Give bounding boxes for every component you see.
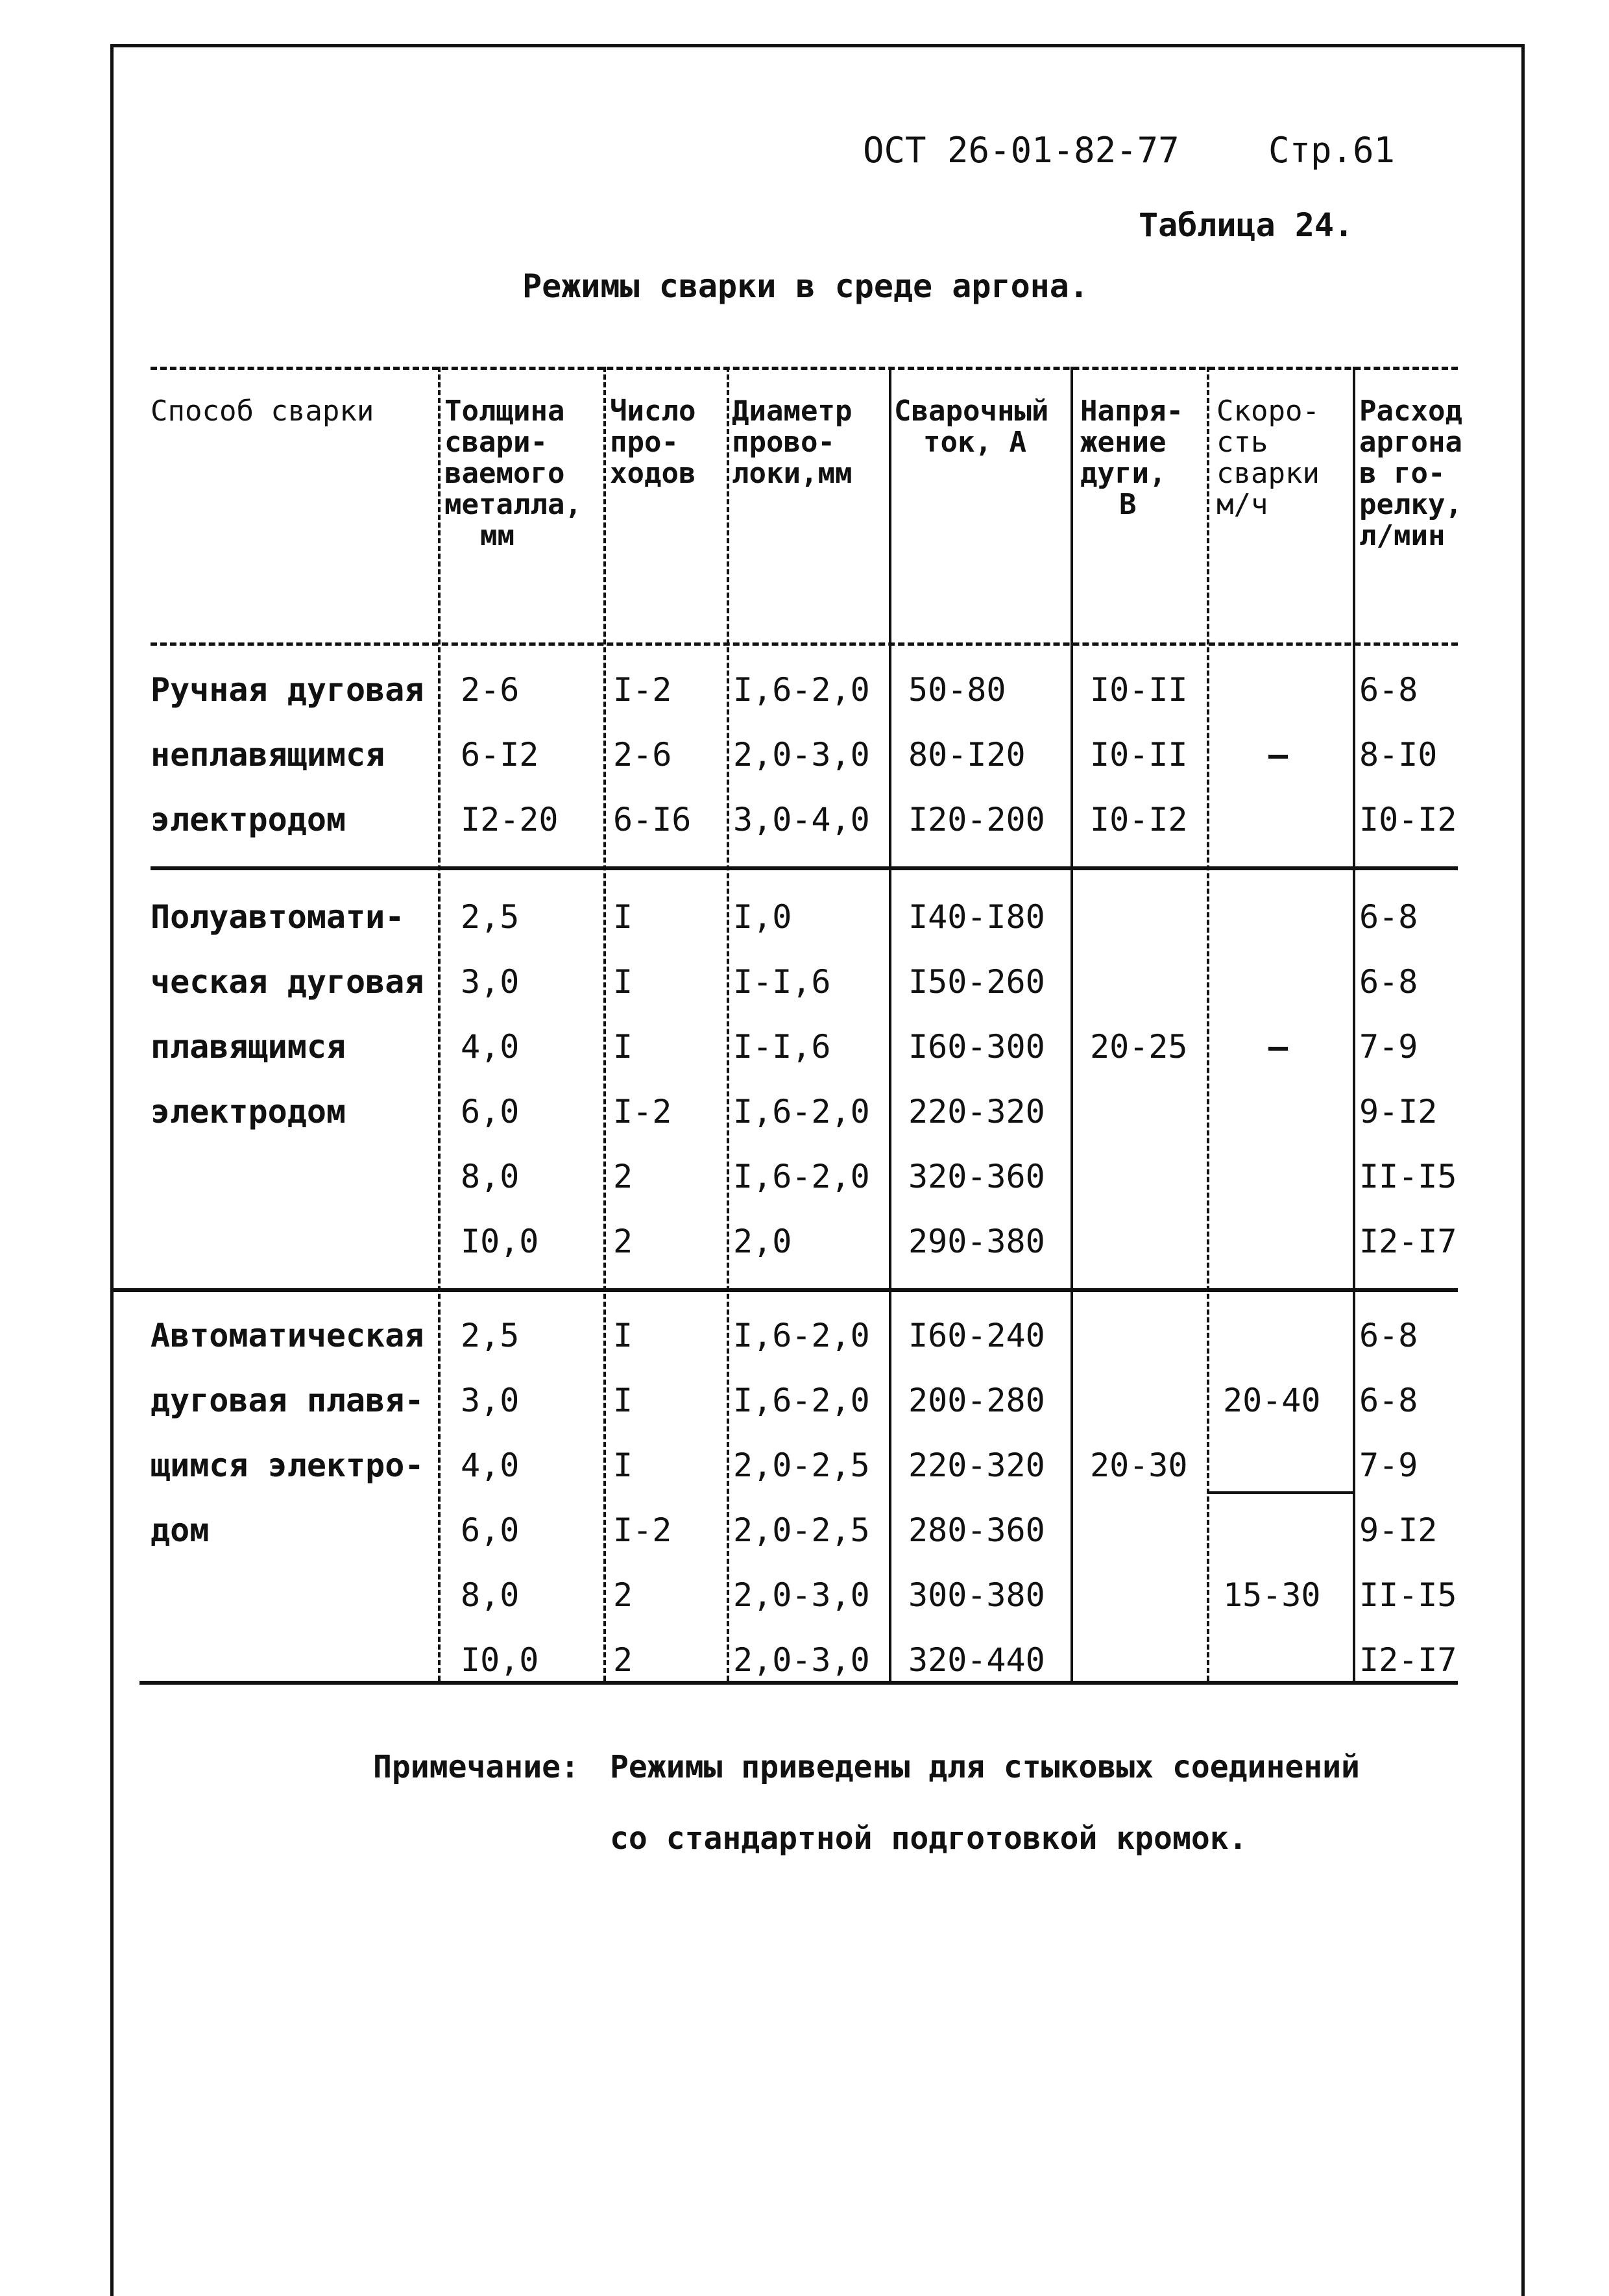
argon-value: 9-I2	[1359, 1511, 1438, 1549]
group-divider-1	[151, 866, 1458, 870]
passes-value: 2	[613, 1576, 633, 1614]
group-divider-2	[110, 1288, 1458, 1292]
diameter-value: I-I,6	[733, 1028, 831, 1066]
table-number: Таблица 24.	[1139, 206, 1354, 244]
diameter-value: I,6-2,0	[733, 1158, 870, 1195]
passes-value: 2	[613, 1223, 633, 1260]
current-value: 220-320	[908, 1093, 1045, 1130]
argon-value: 6-8	[1359, 898, 1418, 936]
current-value: I50-260	[908, 963, 1045, 1001]
diameter-value: 2,0-2,5	[733, 1447, 870, 1484]
argon-value: 7-9	[1359, 1447, 1418, 1484]
document-number: ОСТ 26-01-82-77	[863, 130, 1180, 171]
current-value: 290-380	[908, 1223, 1045, 1260]
argon-value: II-I5	[1359, 1158, 1457, 1195]
method-label: неплавящимся	[151, 736, 385, 774]
thickness-value: 3,0	[461, 963, 520, 1001]
passes-value: I	[613, 1317, 633, 1354]
diameter-value: I,6-2,0	[733, 1382, 870, 1419]
page-number: Стр.61	[1268, 130, 1396, 171]
note-text: Режимы приведены для стыковых соединений	[610, 1749, 1360, 1785]
col-header-diameter: Диаметр прово- локи,мм	[732, 395, 853, 490]
method-label: Полуавтомати-	[151, 898, 405, 936]
table-caption: Режимы сварки в среде аргона.	[522, 267, 1089, 305]
table-top-rule	[151, 367, 1458, 370]
diameter-value: 2,0-3,0	[733, 1576, 870, 1614]
passes-value: I	[613, 963, 633, 1001]
thickness-value: 6,0	[461, 1093, 520, 1130]
thickness-value: 8,0	[461, 1158, 520, 1195]
current-value: I20-200	[908, 801, 1045, 838]
method-label: дом	[151, 1511, 210, 1549]
method-label: плавящимся	[151, 1028, 346, 1066]
col-sep-1	[438, 367, 441, 1681]
argon-value: 6-8	[1359, 1382, 1418, 1419]
thickness-value: 8,0	[461, 1576, 520, 1614]
speed-cell-rule	[1208, 1491, 1353, 1494]
current-value: I60-240	[908, 1317, 1045, 1354]
speed-value: 15-30	[1223, 1576, 1321, 1614]
passes-value: 2	[613, 1158, 633, 1195]
header-bottom-rule	[151, 642, 1458, 646]
current-value: 320-360	[908, 1158, 1045, 1195]
diameter-value: 2,0	[733, 1223, 792, 1260]
argon-value: 6-8	[1359, 1317, 1418, 1354]
current-value: 80-I20	[908, 736, 1026, 774]
thickness-value: 4,0	[461, 1028, 520, 1066]
col-header-voltage: Напря- жение дуги, В	[1080, 395, 1183, 521]
voltage-value: I0-I2	[1090, 801, 1188, 838]
argon-value: II-I5	[1359, 1576, 1457, 1614]
col-sep-3	[727, 367, 729, 1681]
col-header-method: Способ сварки	[151, 395, 374, 428]
note-text: со стандартной подготовкой кромок.	[610, 1820, 1248, 1857]
speed-value: 20-40	[1223, 1382, 1321, 1419]
thickness-value: I2-20	[461, 801, 559, 838]
method-label: щимся электро-	[151, 1447, 424, 1484]
speed-value: –	[1268, 736, 1288, 774]
passes-value: I-2	[613, 1093, 672, 1130]
col-sep-6	[1207, 367, 1209, 1681]
col-header-passes: Число про- ходов	[610, 395, 696, 490]
diameter-value: I,6-2,0	[733, 1317, 870, 1354]
diameter-value: 2,0-3,0	[733, 1641, 870, 1679]
voltage-value: I0-II	[1090, 671, 1188, 709]
thickness-value: 3,0	[461, 1382, 520, 1419]
col-sep-7	[1353, 367, 1355, 1681]
voltage-value: I0-II	[1090, 736, 1188, 774]
passes-value: I	[613, 1447, 633, 1484]
passes-value: I	[613, 1382, 633, 1419]
method-label: ческая дуговая	[151, 963, 424, 1001]
current-value: 50-80	[908, 671, 1006, 709]
argon-value: 8-I0	[1359, 736, 1438, 774]
diameter-value: 3,0-4,0	[733, 801, 870, 838]
thickness-value: 2-6	[461, 671, 520, 709]
note-label: Примечание:	[373, 1749, 579, 1785]
thickness-value: 6,0	[461, 1511, 520, 1549]
passes-value: I	[613, 898, 633, 936]
argon-value: 9-I2	[1359, 1093, 1438, 1130]
col-sep-5	[1071, 367, 1073, 1681]
diameter-value: I,6-2,0	[733, 671, 870, 709]
thickness-value: 4,0	[461, 1447, 520, 1484]
method-label: Ручная дуговая	[151, 671, 424, 709]
col-sep-2	[603, 367, 606, 1681]
diameter-value: I,6-2,0	[733, 1093, 870, 1130]
voltage-value: 20-25	[1090, 1028, 1188, 1066]
passes-value: 6-I6	[613, 801, 692, 838]
method-label: электродом	[151, 1093, 346, 1130]
method-label: дуговая плавя-	[151, 1382, 424, 1419]
col-header-speed: Скоро- сть сварки м/ч	[1216, 395, 1320, 521]
argon-value: I0-I2	[1359, 801, 1457, 838]
current-value: I60-300	[908, 1028, 1045, 1066]
current-value: I40-I80	[908, 898, 1045, 936]
current-value: 320-440	[908, 1641, 1045, 1679]
thickness-value: 6-I2	[461, 736, 539, 774]
method-label: электродом	[151, 801, 346, 838]
passes-value: I	[613, 1028, 633, 1066]
diameter-value: 2,0-2,5	[733, 1511, 870, 1549]
argon-value: I2-I7	[1359, 1641, 1457, 1679]
argon-value: I2-I7	[1359, 1223, 1457, 1260]
method-label: Автоматическая	[151, 1317, 424, 1354]
thickness-value: I0,0	[461, 1641, 539, 1679]
argon-value: 7-9	[1359, 1028, 1418, 1066]
argon-value: 6-8	[1359, 963, 1418, 1001]
thickness-value: I0,0	[461, 1223, 539, 1260]
passes-value: I-2	[613, 671, 672, 709]
argon-value: 6-8	[1359, 671, 1418, 709]
passes-value: 2-6	[613, 736, 672, 774]
diameter-value: 2,0-3,0	[733, 736, 870, 774]
diameter-value: I-I,6	[733, 963, 831, 1001]
current-value: 280-360	[908, 1511, 1045, 1549]
current-value: 300-380	[908, 1576, 1045, 1614]
current-value: 220-320	[908, 1447, 1045, 1484]
col-header-current: Сварочный ток, А	[894, 395, 1049, 459]
col-sep-4	[889, 367, 891, 1681]
speed-value: –	[1268, 1028, 1288, 1066]
voltage-value: 20-30	[1090, 1447, 1188, 1484]
thickness-value: 2,5	[461, 898, 520, 936]
col-header-argon: Расход аргона в го- релку, л/мин	[1359, 395, 1462, 552]
passes-value: I-2	[613, 1511, 672, 1549]
table-bottom-rule	[139, 1681, 1458, 1685]
thickness-value: 2,5	[461, 1317, 520, 1354]
current-value: 200-280	[908, 1382, 1045, 1419]
passes-value: 2	[613, 1641, 633, 1679]
diameter-value: I,0	[733, 898, 792, 936]
col-header-thickness: Толщина свари- ваемого металла, мм	[444, 395, 582, 552]
